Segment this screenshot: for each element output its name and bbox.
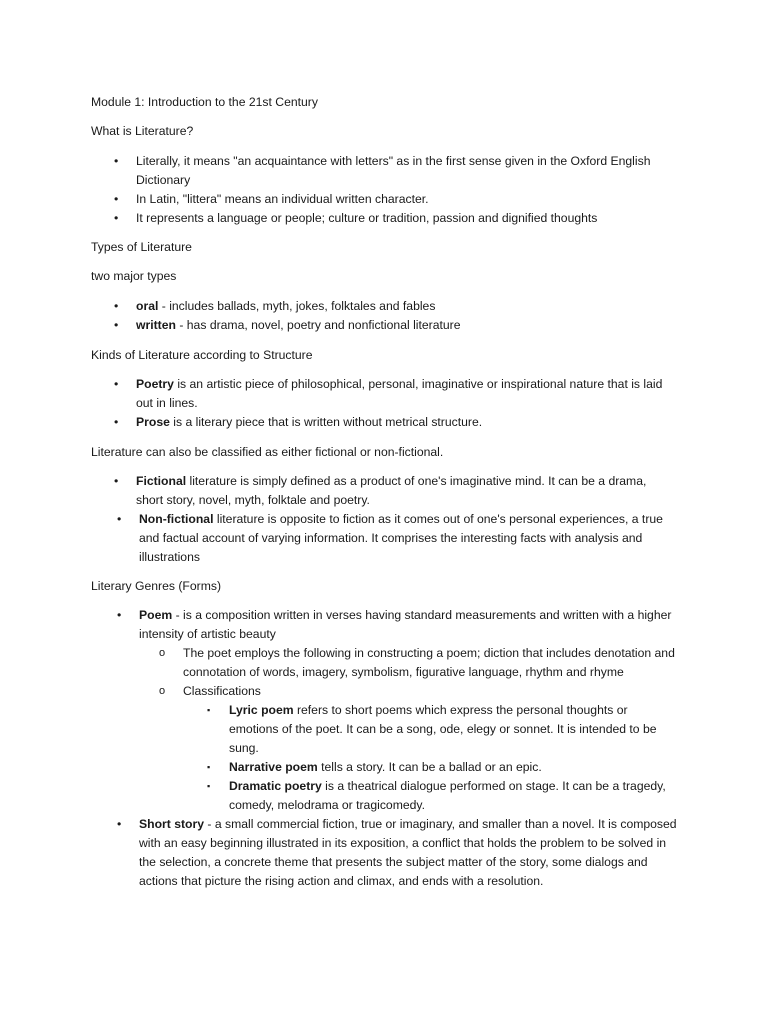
list-item: • Short story - a small commercial fiction, true or imaginary, and smaller than a novel. It is composed with an easy beginning illustrated in its exposition, a conflict that holds the problem to be solved in the selection, a concrete theme that presents the subject matter of the story, some dialogs and actions that picture the rising action and climax, and ends with a resolution. [117, 817, 677, 888]
list-genres [117, 606, 679, 891]
list-item: ▪ Narrative poem tells a story. It can be a ballad or an epic. [207, 760, 542, 774]
subheading-two-major-types: two major types [91, 269, 177, 283]
list-item: ▪ Dramatic poetry is a theatrical dialogue performed on stage. It can be a tragedy, comedy, melodrama or tragicomedy. [207, 779, 666, 812]
list-item: ▪ Lyric poem refers to short poems which express the personal thoughts or emotions of the poet. It can be a song, ode, elegy or sonnet. It is intended to be sung. [207, 703, 657, 755]
list-nonfiction [117, 510, 671, 567]
list-item: o The poet employs the following in constructing a poem; diction that includes denotation and connotation of words, imagery, symbolism, figurative language, rhythm and rhyme [159, 646, 675, 679]
list-item: • It represents a language or people; culture or tradition, passion and dignified thoughts [114, 211, 598, 225]
heading-types: Types of Literature [91, 240, 192, 254]
heading-what-is-literature: What is Literature? [91, 124, 194, 138]
list-item: • Non-fictional literature is opposite to fiction as it comes out of one's personal experiences, a true and factual account of varying information. It comprises the interesting facts with analysis and illustrations [117, 512, 663, 564]
classifications-list [207, 701, 679, 815]
list-item: o Classifications ▪ Lyric poem refers to short poems which express the personal thoughts or emotions of the poet. It can be a song, ode, elegy or sonnet. It is intended to be sung. ▪ Narrative poem tells a story. It can be a ballad or an epic. ▪ Dramatic poetry is a theatrical dialogue performed on stage. It can be a tragedy, comedy, melodrama or tragicomedy. [183, 682, 679, 815]
poem-sublist [159, 644, 679, 815]
list-item: • oral - includes ballads, myth, jokes, folktales and fables [114, 299, 436, 313]
list-fiction [114, 472, 671, 510]
heading-genres: Literary Genres (Forms) [91, 579, 222, 593]
list-structure [114, 375, 671, 432]
list-item: • Poetry is an artistic piece of philosophical, personal, imaginative or inspirational nature that is laid out in lines. [114, 377, 663, 410]
heading-fiction: Literature can also be classified as either fictional or non-fictional. [91, 445, 444, 459]
list-item: • Prose is a literary piece that is written without metrical structure. [114, 415, 483, 429]
list-item: • Poem - is a composition written in verses having standard measurements and written with a higher intensity of artistic beauty o The poet employs the following in constructing a poem; diction that includes denotation and connotation of words, imagery, symbolism, figurative language, rhythm and rhyme o Classifications ▪ Lyric poem refers to short poems which express the personal thoughts or emotions of the poet. It can be a song, ode, elegy or sonnet. It is intended to be sung. ▪ Narrative poem tells a story. It can be a ballad or an epic. ▪ Dramatic poetry is a theatrical dialogue performed on stage. It can be a tragedy, comedy, melodrama or tragicomedy. [139, 606, 679, 815]
module-title: Module 1: Introduction to the 21st Century [91, 95, 318, 109]
list-item: • Literally, it means "an acquaintance with letters" as in the first sense given in the Oxford English Dictionary [114, 154, 651, 187]
list-item: • Fictional literature is simply defined as a product of one's imaginative mind. It can be a drama, short story, novel, myth, folktale and poetry. [114, 474, 647, 507]
list-item: • In Latin, "littera" means an individual written character. [114, 192, 429, 206]
heading-structure: Kinds of Literature according to Structure [91, 348, 313, 362]
list-item: • written - has drama, novel, poetry and nonfictional literature [114, 318, 461, 332]
list-types [114, 297, 676, 335]
list-what-is [114, 152, 676, 228]
